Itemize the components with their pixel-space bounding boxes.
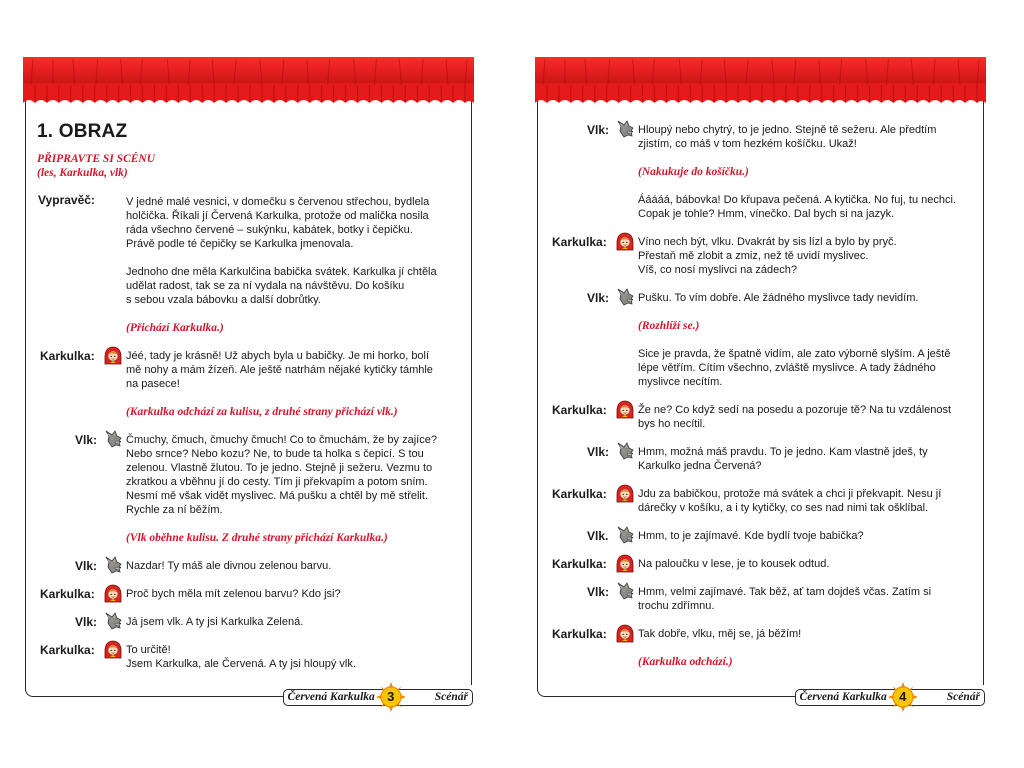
text-line: holčička. Říkali jí Červená Karkulka, protože od malička nosila — [126, 210, 429, 222]
text-line: Nebo srnce? Nebo kozu? Ne, to bude ta holka s čepicí. S tou — [126, 448, 424, 460]
text-line: Karkulko jedna Červená? — [638, 460, 762, 472]
narrator-paragraph-1 — [126, 195, 429, 251]
dialogue-wolf-continued — [638, 347, 950, 389]
dialogue-karkulka: Tak dobře, vlku, měj se, já běžím! — [638, 628, 802, 640]
text-line: lépe větřím. Cítím všechno, zvláště myslivce. A tady žádného — [638, 362, 936, 374]
girl-red-hood-icon — [615, 232, 635, 252]
speaker-wolf: Vlk: — [75, 433, 98, 447]
text-line: dárečky v košíku, a i ty kytičky, co ses nad nimi tak ošklíbal. — [638, 502, 929, 514]
dialogue-karkulka — [638, 235, 897, 277]
scene-heading: 1. OBRAZ — [37, 121, 128, 142]
dialogue-wolf — [126, 433, 437, 517]
footer-section-name: Scénář — [946, 691, 980, 703]
stage-direction: (Přichází Karkulka.) — [126, 322, 224, 334]
text-line: To určitě! — [126, 644, 171, 656]
text-line: Jsem Karkulka, ale Červená. A ty jsi hloupý vlk. — [126, 658, 356, 670]
girl-red-hood-icon — [615, 554, 635, 574]
stage-direction: (Karkulka odchází.) — [638, 656, 733, 668]
text-line: mě nohy a mám žízeň. Ale ještě natrhám nějaké kytičky támhle — [126, 364, 433, 376]
text-line: Že ne? Co když sedí na posedu a pozoruje tě? Na tu vzdálenost — [638, 404, 952, 416]
wolf-head-icon — [615, 287, 635, 307]
page-left — [25, 58, 472, 704]
text-line: Jednoho dne měla Karkulčina babička svátek. Karkulka jí chtěla — [126, 266, 437, 278]
speaker-karkulka: Karkulka: — [40, 587, 95, 601]
girl-red-hood-icon — [103, 640, 123, 660]
dialogue-wolf: Nazdar! Ty máš ale divnou zelenou barvu. — [126, 560, 332, 572]
speaker-karkulka: Karkulka: — [552, 557, 607, 571]
dialogue-karkulka — [126, 349, 433, 391]
dialogue-karkulka: Proč bych měla mít zelenou barvu? Kdo jsi? — [126, 588, 341, 600]
girl-red-hood-icon — [615, 484, 635, 504]
stage-direction: (Rozhlíží se.) — [638, 320, 700, 332]
speaker-narrator: Vypravěč: — [38, 193, 95, 207]
girl-red-hood-icon — [615, 624, 635, 644]
text-line: trochu zdřímnu. — [638, 600, 715, 612]
speaker-karkulka: Karkulka: — [40, 349, 95, 363]
text-line: Víno nech být, vlku. Dvakrát by sis lízl a bylo by pryč. — [638, 236, 897, 248]
speaker-wolf: Vlk: — [587, 445, 610, 459]
speaker-wolf: Vlk: — [587, 123, 610, 137]
text-line: zelenou. Vlastně žlutou. To je jedno. Stejně ji sežeru. Vezmu to — [126, 462, 433, 474]
dialogue-karkulka — [126, 643, 356, 671]
girl-red-hood-icon — [103, 346, 123, 366]
wolf-head-icon — [615, 525, 635, 545]
stage-direction: (Vlk oběhne kulisu. Z druhé strany přichází Karkulka.) — [126, 532, 388, 544]
stage-direction: (Nakukuje do košíčku.) — [638, 166, 749, 178]
text-line: myslivce necítím. — [638, 376, 723, 388]
text-line: V jedné malé vesnici, v domečku s červenou střechou, bydlela — [126, 196, 430, 208]
speaker-karkulka: Karkulka: — [552, 235, 607, 249]
dialogue-wolf — [638, 123, 936, 151]
page-footer — [795, 685, 985, 709]
text-line: Ááááá, bábovka! Do křupava pečená. A kytička. No fuj, tu nechci. — [638, 194, 956, 206]
page-number: 3 — [387, 689, 395, 704]
text-line: Právě podle té čepičky se Karkulka jmenovala. — [126, 238, 354, 250]
text-line: Hmm, velmi zajímavé. Tak běž, ať tam dojdeš včas. Zatím si — [638, 586, 932, 598]
text-line: zjistím, co máš v tom hezkém košíčku. Ukaž! — [638, 138, 857, 150]
setup-line-2: (les, Karkulka, vlk) — [37, 167, 128, 179]
text-line: bys ho necítil. — [638, 418, 706, 430]
speaker-karkulka: Karkulka: — [552, 487, 607, 501]
text-line: udělat radost, tak se za ní vydala na návštěvu. Do košíku — [126, 280, 405, 292]
text-line: Jéé, tady je krásně! Už abych byla u babičky. Je mi horko, bolí — [126, 350, 430, 362]
text-line: s sebou vzala bábovku a další dobrůtky. — [126, 294, 321, 306]
curtain-decoration-left — [23, 57, 474, 105]
dialogue-wolf-continued — [638, 193, 956, 221]
dialogue-wolf — [638, 445, 928, 473]
text-line: Přestaň mě zlobit a zmiz, než tě uvidí myslivec. — [638, 250, 869, 262]
text-line: na pasece! — [126, 378, 180, 390]
footer-book-title: Červená Karkulka — [799, 691, 887, 703]
footer-section-name: Scénář — [434, 691, 468, 703]
text-line: Copak je tohle? Hmm, vínečko. Dal bych si na jazyk. — [638, 208, 895, 220]
text-line: Rychle za ní běžím. — [126, 504, 223, 516]
page-right — [537, 58, 984, 704]
page-number-badge — [888, 682, 918, 712]
speaker-wolf: Vlk: — [587, 291, 610, 305]
text-line: Čmuchy, čmuch, čmuchy čmuch! Co to čmuchám, že by zajíce? — [126, 434, 437, 446]
page-footer — [283, 685, 473, 709]
setup-instructions — [37, 152, 155, 180]
text-line: Hloupý nebo chytrý, to je jedno. Stejně tě sežeru. Ale předtím — [638, 124, 937, 136]
wolf-head-icon — [103, 555, 123, 575]
text-line: zkratkou a vběhnu jí do cesty. Tím ji překvapím a potom sním. — [126, 476, 428, 488]
page-number: 4 — [899, 689, 907, 704]
text-line: Jdu za babičkou, protože má svátek a chci ji překvapit. Nesu jí — [638, 488, 942, 500]
speaker-wolf: Vlk. — [587, 529, 609, 543]
dialogue-wolf: Pušku. To vím dobře. Ale žádného myslivce tady nevidím. — [638, 292, 919, 304]
dialogue-karkulka — [638, 403, 951, 431]
text-line: Víš, co nosí myslivci na zádech? — [638, 264, 797, 276]
dialogue-karkulka: Na paloučku v lese, je to kousek odtud. — [638, 558, 830, 570]
wolf-head-icon — [615, 581, 635, 601]
speaker-wolf: Vlk: — [75, 559, 98, 573]
wolf-head-icon — [615, 119, 635, 139]
page-number-badge — [376, 682, 406, 712]
text-line: ráda všechno červené – sukýnku, kabátek, botky i čepičku. — [126, 224, 413, 236]
speaker-karkulka: Karkulka: — [552, 403, 607, 417]
curtain-decoration-right — [535, 57, 986, 105]
narrator-paragraph-2 — [126, 265, 437, 307]
text-line: Sice je pravda, že špatně vidím, ale zato výborně slyším. A ještě — [638, 348, 951, 360]
wolf-head-icon — [615, 441, 635, 461]
speaker-karkulka: Karkulka: — [552, 627, 607, 641]
wolf-head-icon — [103, 611, 123, 631]
text-line: Hmm, možná máš pravdu. To je jedno. Kam vlastně jdeš, ty — [638, 446, 928, 458]
speaker-karkulka: Karkulka: — [40, 643, 95, 657]
dialogue-wolf: Hmm, to je zajímavé. Kde bydlí tvoje babička? — [638, 530, 864, 542]
speaker-wolf: Vlk: — [587, 585, 610, 599]
speaker-wolf: Vlk: — [75, 615, 98, 629]
dialogue-karkulka — [638, 487, 941, 515]
setup-line-1: PŘIPRAVTE SI SCÉNU — [37, 153, 156, 165]
stage-direction: (Karkulka odchází za kulisu, z druhé strany přichází vlk.) — [126, 406, 398, 418]
wolf-head-icon — [103, 429, 123, 449]
girl-red-hood-icon — [615, 400, 635, 420]
footer-book-title: Červená Karkulka — [287, 691, 375, 703]
text-line: Nesmí mě však vidět myslivec. Má pušku a chtěl by mě střelit. — [126, 490, 428, 502]
dialogue-wolf: Já jsem vlk. A ty jsi Karkulka Zelená. — [126, 616, 304, 628]
girl-red-hood-icon — [103, 584, 123, 604]
dialogue-wolf — [638, 585, 931, 613]
